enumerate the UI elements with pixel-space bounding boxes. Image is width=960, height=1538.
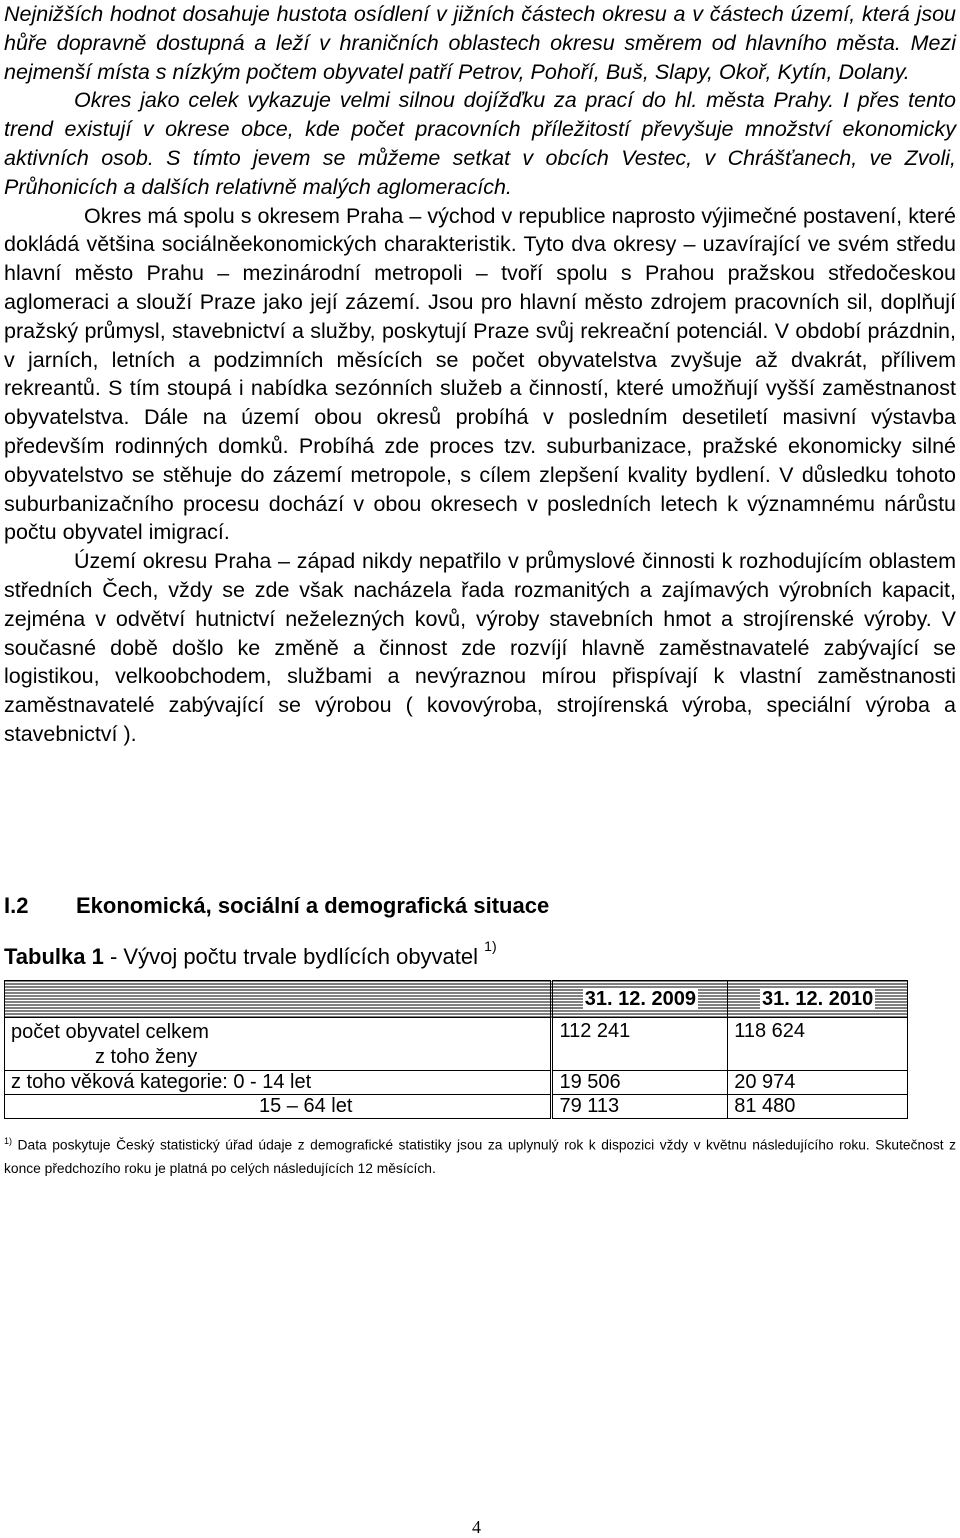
section-title: Ekonomická, sociální a demografická situace [76,893,550,918]
cell-2010: 118 624 [728,1018,908,1071]
document-body [4,0,956,749]
footnote-text: Data poskytuje Český statistický úřad údaje z demografické statistiky jsou za uplynulý rok k dispozici vždy v květnu následujícího roku. Skutečnost z konce předchozího roku je platná po celých následujících 12 měsících. [4,1137,956,1176]
population-table [4,980,908,1119]
cell-2009: 79 113 [552,1095,728,1119]
paragraph-position: Okres má spolu s okresem Praha – východ v republice naprosto výjimečné postavení, které dokládá většina sociálněekonomických charakteristik. Tyto dva okresy – uzavírající ve svém středu hlavní město Prahu – mezinárodní metropoli – tvoří spolu s Prahou pražskou středočeskou aglomeraci a slouží Praze jako její zázemí. Jsou pro hlavní město zdrojem pracovních sil, doplňují pražský průmysl, stavebnictví a služby, poskytují Praze svůj rekreační potenciál. V období prázdnin, v jarních, letních a podzimních měsících se počet obyvatelstva zvyšuje až dvakrát, přílivem rekreantů. S tím stoupá i nabídka sezónních služeb a činností, které umožňují vyšší zaměstnanost obyvatelstva. Dále na území obou okresů probíhá v posledním desetiletí masivní výstavba především rodinných domků. Probíhá zde proces tzv. suburbanizace, pražské ekonomicky silné obyvatelstvo se stěhuje do zázemí metropole, s cílem zlepšení kvality bydlení. V důsledku tohoto suburbanizačního procesu dochází v obou okresech v posledních letech k významnému nárůstu počtu obyvatel imigrací. [4,203,956,545]
table-header-row [5,981,908,1018]
cell-2009: 19 506 [552,1071,728,1095]
table-footnote [4,1130,956,1180]
table-caption [4,938,497,970]
table-row [5,1071,908,1095]
column-header-2009: 31. 12. 2009 [552,981,728,1018]
table-corner-cell [5,981,552,1018]
section-number: I.2 [4,893,29,918]
section-heading [4,893,549,919]
row-label: 15 – 64 let [5,1095,552,1119]
row-label: počet obyvatel celkem z toho ženy [5,1018,552,1071]
cell-2010: 20 974 [728,1071,908,1095]
table-caption-text: - Vývoj počtu trvale bydlících obyvatel [103,944,485,969]
cell-2009: 112 241 [552,1018,728,1071]
cell-2010: 81 480 [728,1095,908,1119]
table-row [5,1018,908,1071]
column-header-2010: 31. 12. 2010 [728,981,908,1018]
table-row [5,1095,908,1119]
paragraph-commuting: Okres jako celek vykazuje velmi silnou dojížďku za prací do hl. města Prahy. I přes tento trend existují v okrese obce, kde počet pracovních příležitostí převyšuje množství ekonomicky aktivních osob. S tímto jevem se můžeme setkat v obcích Vestec, v Chrášťanech, ve Zvoli, Průhonicích a dalších relativně malých aglomeracích. [4,88,956,199]
table-caption-label: Tabulka 1 [4,944,104,969]
table-caption-footnote-ref: 1) [484,938,497,954]
paragraph-industry: Území okresu Praha – západ nikdy nepatřilo v průmyslové činnosti k rozhodujícím oblastem středních Čech, vždy se zde však nacházela řada rozmanitých a zajímavých výrobních kapacit, zejména v odvětví hutnictví neželezných kovů, výroby stavebních hmot a strojírenské výroby. V současné době došlo ke změně a činnost zde rozvíjí hlavně zaměstnavatelé zabývající se logistikou, velkoobchodem, službami a nevýraznou mírou přispívají k vlastní zaměstnanosti zaměstnavatelé zabývající se výrobou ( kovovýroba, strojírenská výroba, speciální výroba a stavebnictví ). [4,549,956,746]
page-number: 4 [472,1517,481,1537]
footnote-marker: 1) [4,1136,13,1146]
row-label: z toho věková kategorie: 0 - 14 let [5,1071,552,1095]
paragraph-density: Nejnižších hodnot dosahuje hustota osídlení v jižních částech okresu a v částech území, která jsou hůře dopravně dostupná a leží v hraničních oblastech okresu směrem od hlavního města. Mezi nejmenší místa s nízkým počtem obyvatel patří Petrov, Pohoří, Buš, Slapy, Okoř, Kytín, Dolany. [4,2,956,84]
